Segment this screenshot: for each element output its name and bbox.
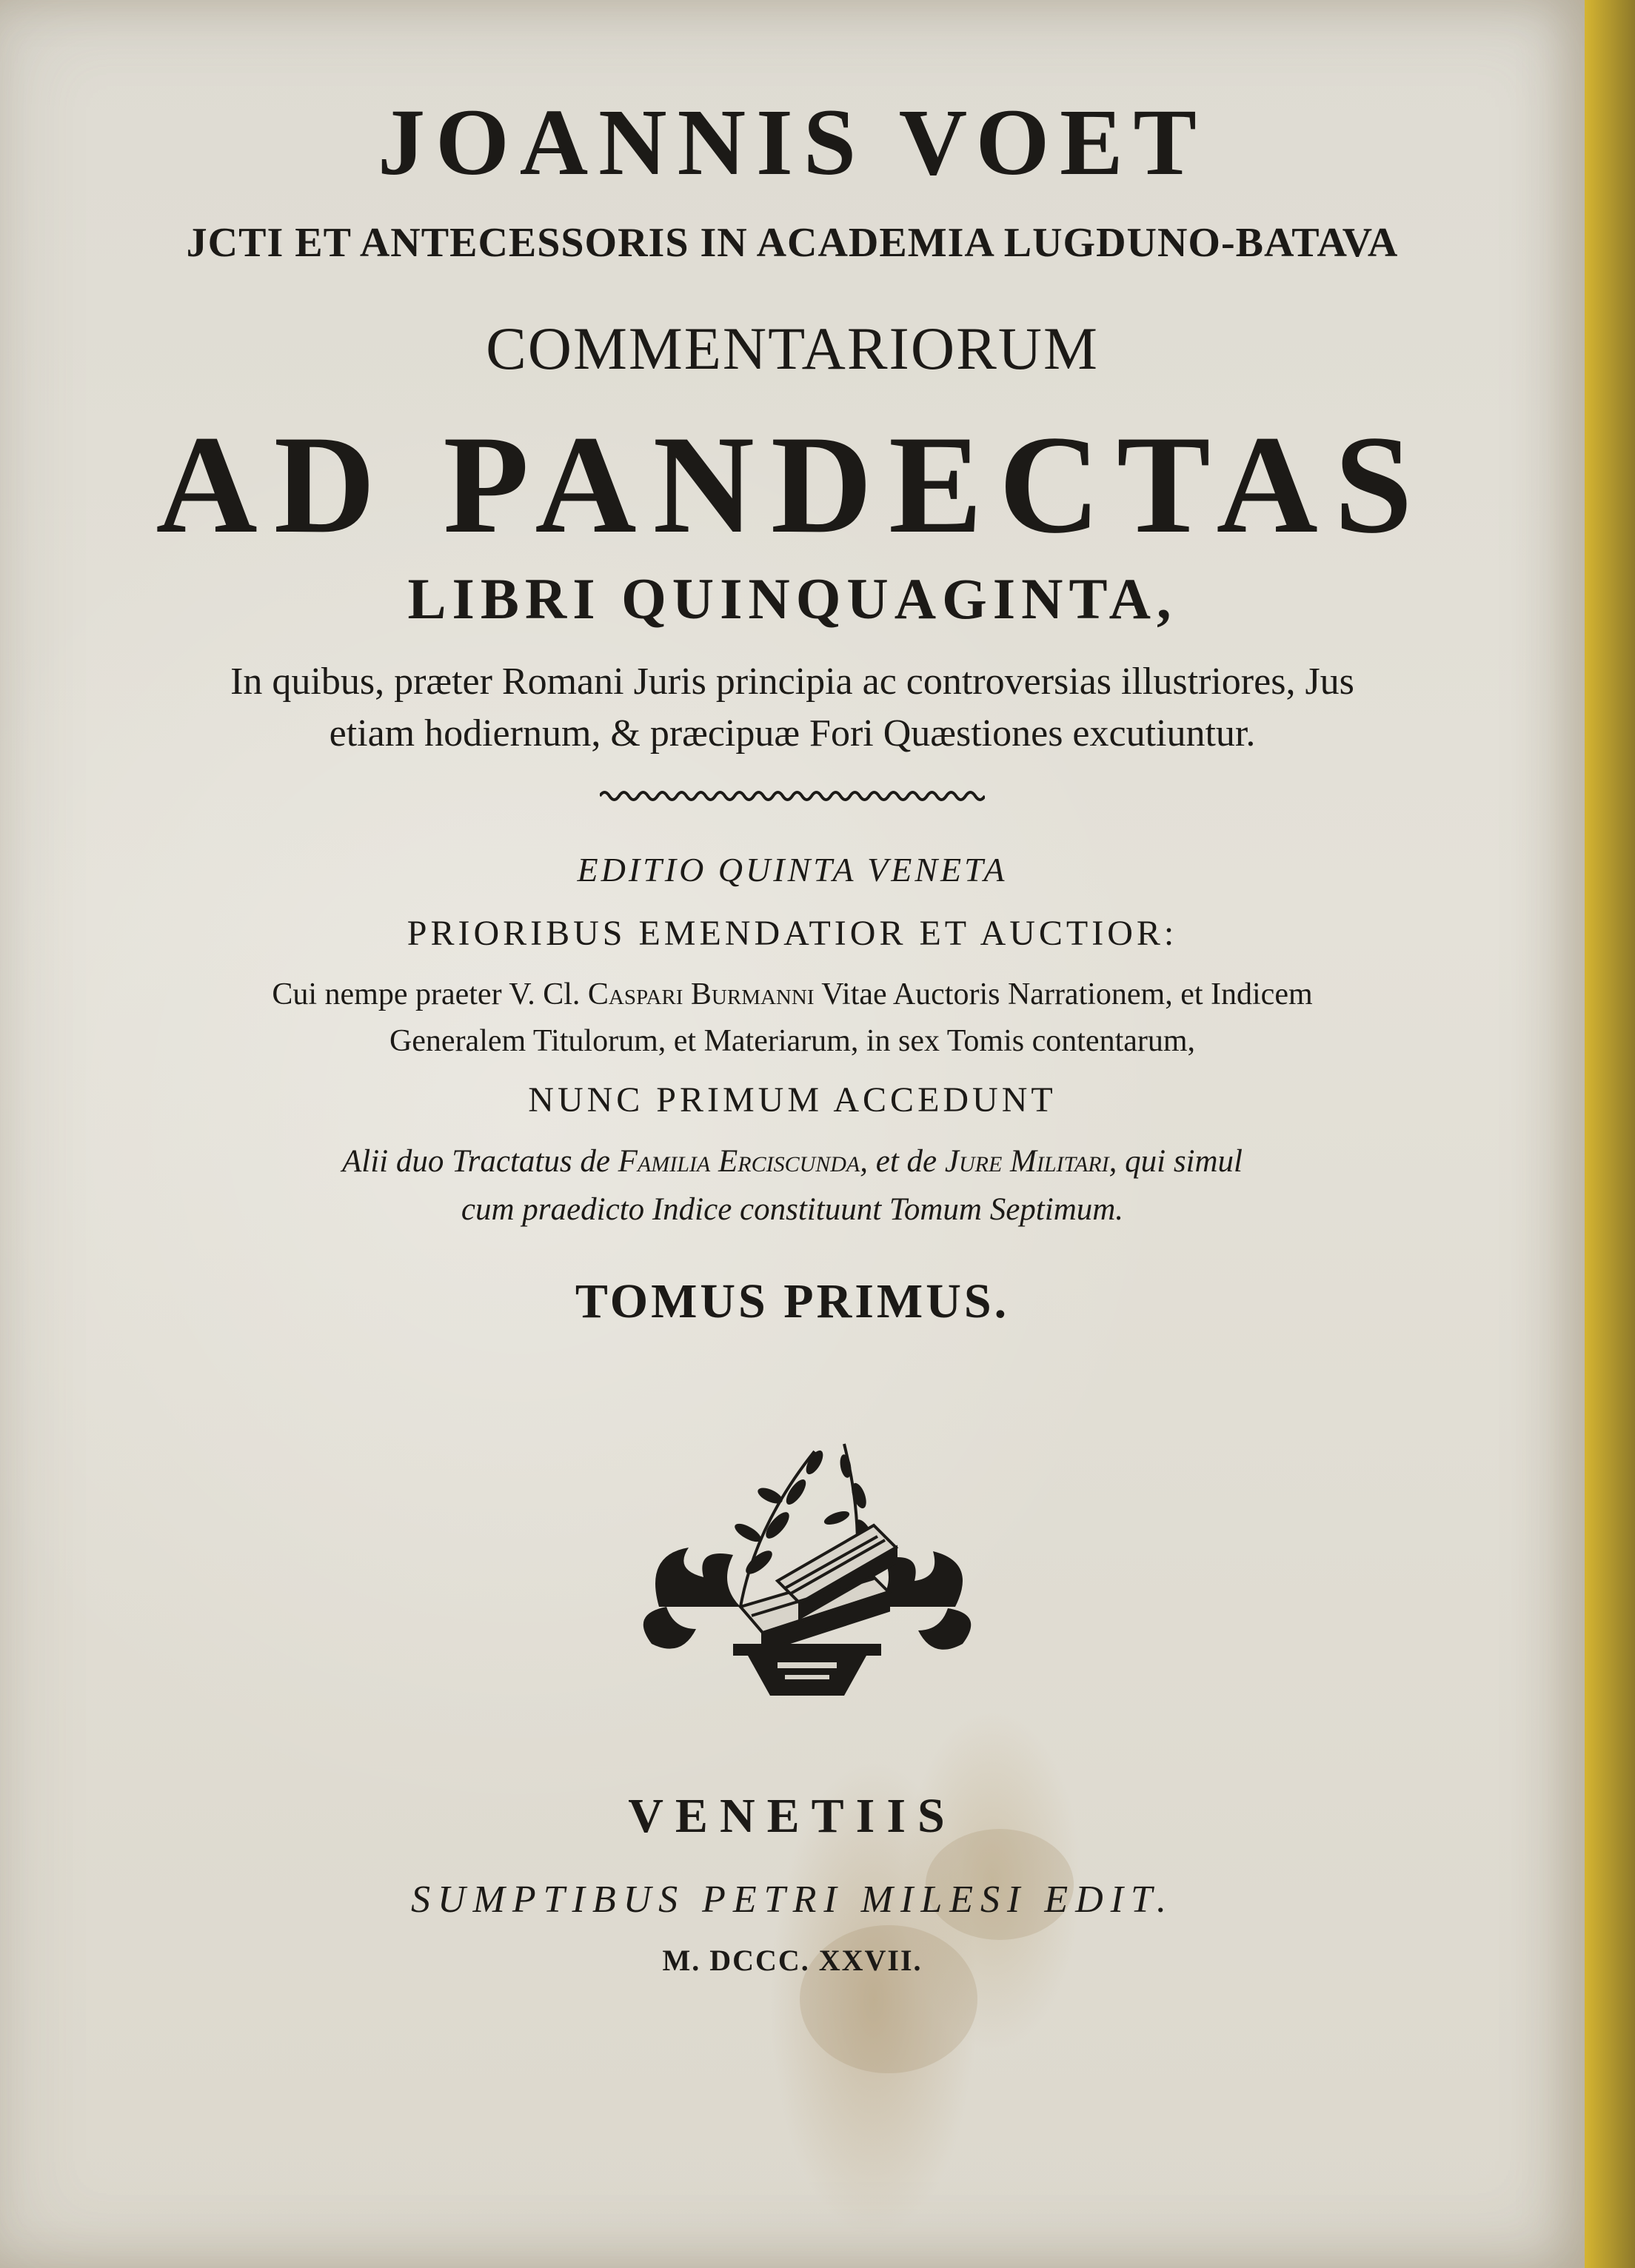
edition-emendation: PRIORIBUS EMENDATIOR ET AUCTIOR:: [407, 914, 1178, 953]
imprint-publisher: SUMPTIBUS PETRI MILESI EDIT.: [410, 1879, 1174, 1921]
description-line-1: In quibus, præter Romani Juris principia ac controversias illustriores, Jus: [230, 660, 1354, 703]
accedunt-heading: NUNC PRIMUM ACCEDUNT: [528, 1080, 1057, 1120]
imprint-place: VENETIIS: [628, 1789, 957, 1843]
imprint-year: M. DCCC. XXVII.: [662, 1944, 923, 1977]
description-line-2: etiam hodiernum, & præcipuæ Fori Quæstiones excutiuntur.: [329, 712, 1256, 755]
work-title-books: LIBRI QUINQUAGINTA,: [407, 566, 1177, 631]
volume-label: TOMUS PRIMUS.: [575, 1274, 1010, 1328]
work-title-main: AD PANDECTAS: [156, 407, 1429, 563]
author-affiliation: JCTI ET ANTECESSORIS IN ACADEMIA LUGDUNO-BATAVA: [186, 220, 1399, 266]
author-name: JOANNIS VOET: [378, 90, 1207, 195]
books-and-laurel-vignette-icon: [629, 1422, 985, 1703]
additions-note-line-2: cum praedicto Indice constituunt Tomum Septimum.: [461, 1192, 1124, 1227]
contents-note-line-2: Generalem Titulorum, et Materiarum, in sex Tomis contentarum,: [389, 1024, 1196, 1058]
wavy-rule-ornament: [0, 789, 1585, 806]
additions-note-line-1: Alii duo Tractatus de Familia Erciscunda, et de Jure Militari, qui simul: [341, 1144, 1243, 1179]
contents-note-line-1: Cui nempe praeter V. Cl. Caspari Burmanni Vitae Auctoris Narrationem, et Indicem: [272, 977, 1313, 1011]
work-title-line1: COMMENTARIORUM: [486, 315, 1099, 382]
edition-statement: EDITIO QUINTA VENETA: [577, 851, 1008, 889]
